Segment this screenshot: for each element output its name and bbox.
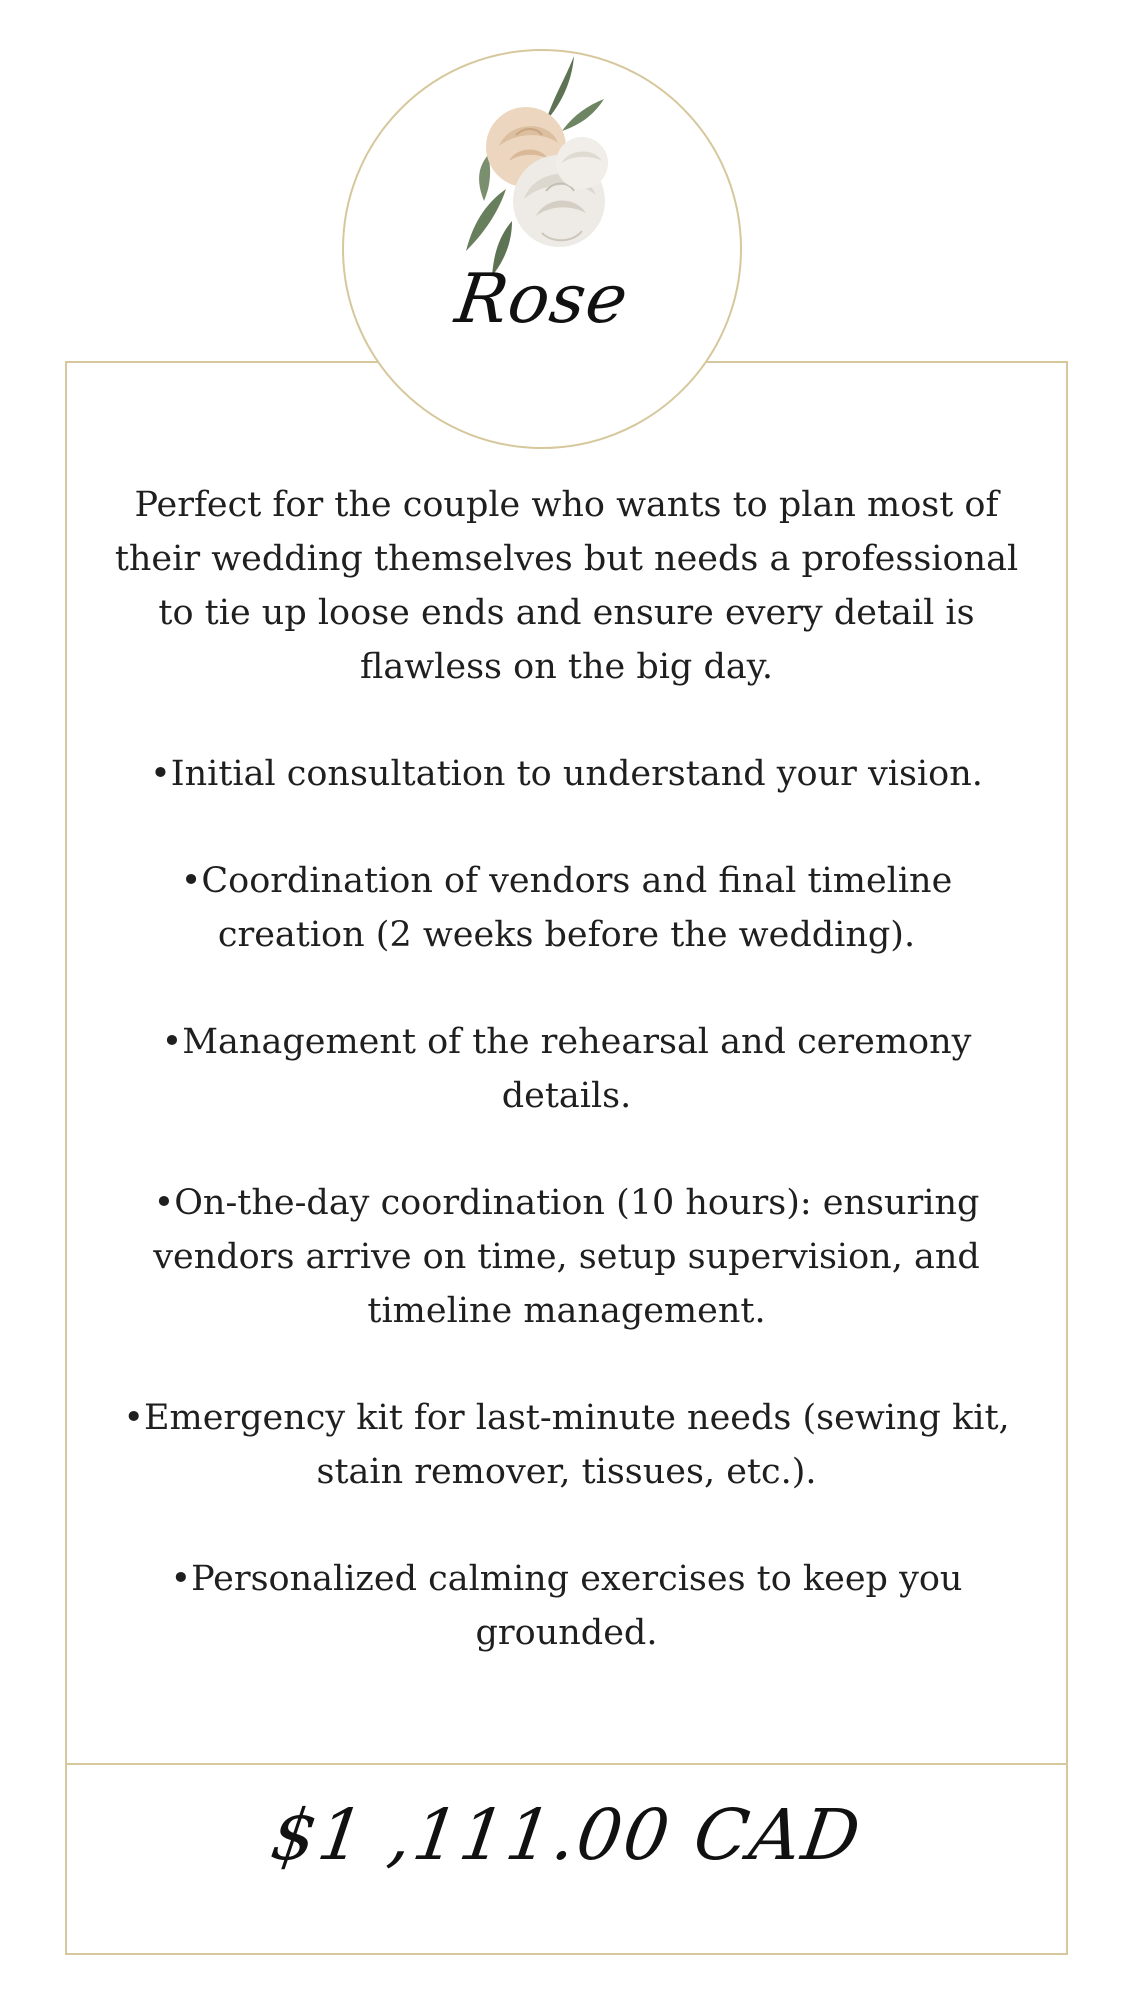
package-emblem [342,49,742,449]
feature-item: •Emergency kit for last-minute needs (sewing kit, stain remover, tissues, etc.). [123,1398,1010,1492]
feature-item: •Personalized calming exercises to keep you grounded. [170,1559,963,1653]
package-description: Perfect for the couple who wants to plan most of their wedding themselves but needs a professional to tie up loose ends and ensure every detail is flawless on the big day. [114,485,1019,687]
price-divider [65,1763,1068,1765]
feature-item: •On-the-day coordination (10 hours): ensuring vendors arrive on time, setup supervision, and timeline management. [153,1183,980,1331]
feature-item: •Initial consultation to understand your vision. [150,754,983,794]
package-name: Rose [450,260,634,339]
rose-bouquet-icon [454,51,624,276]
feature-item: •Coordination of vendors and final timeline creation (2 weeks before the wedding). [180,861,953,955]
package-price: $1 ,111.00 CAD [266,1794,867,1876]
package-content [110,478,1023,1713]
feature-item: •Management of the rehearsal and ceremony details. [161,1022,972,1116]
